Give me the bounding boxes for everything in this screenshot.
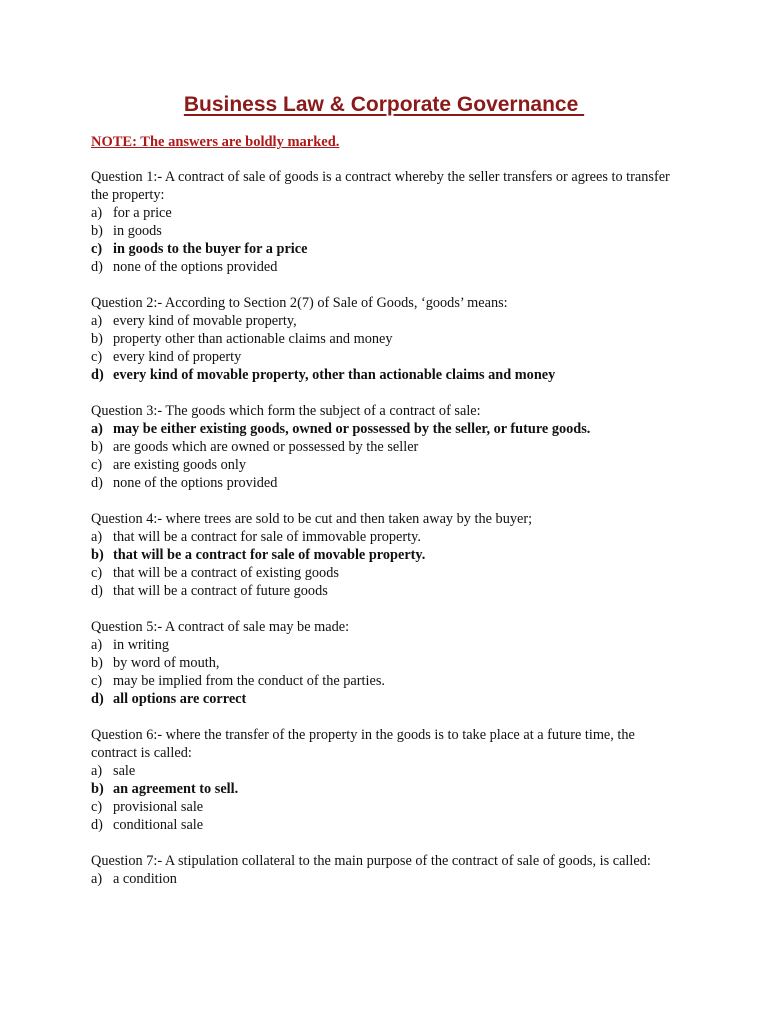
option-text: every kind of property <box>113 349 242 365</box>
option-text: provisional sale <box>113 799 204 815</box>
answer-option-correct <box>91 780 671 798</box>
answer-option <box>91 528 671 546</box>
option-letter: c) <box>91 673 103 689</box>
answer-option-correct <box>91 240 671 258</box>
answer-option <box>91 330 671 348</box>
answer-option <box>91 762 671 780</box>
option-text: may be implied from the conduct of the parties. <box>113 673 385 689</box>
document-title: Business Law & Corporate Governance <box>183 93 585 116</box>
question-block <box>91 852 671 888</box>
option-text: conditional sale <box>113 817 204 833</box>
answer-option <box>91 654 671 672</box>
option-letter: c) <box>91 349 103 365</box>
answer-option <box>91 348 671 366</box>
option-letter: d) <box>91 691 104 707</box>
answer-option <box>91 258 671 276</box>
option-letter: c) <box>91 241 103 257</box>
answer-option <box>91 636 671 654</box>
option-letter: c) <box>91 565 103 581</box>
option-text: in goods to the buyer for a price <box>113 241 308 257</box>
option-text: for a price <box>113 205 172 221</box>
option-text: every kind of movable property, other than actionable claims and money <box>113 367 556 383</box>
option-letter: b) <box>91 547 104 563</box>
option-letter: b) <box>91 223 103 239</box>
question-list <box>91 168 671 906</box>
option-text: by word of mouth, <box>113 655 220 671</box>
option-text: that will be a contract of future goods <box>113 583 328 599</box>
question-block <box>91 726 671 834</box>
option-letter: c) <box>91 457 103 473</box>
option-letter: d) <box>91 259 103 275</box>
question-stem: Question 5:- A contract of sale may be made: <box>91 619 350 635</box>
answer-option <box>91 204 671 222</box>
question-block <box>91 294 671 384</box>
option-letter: a) <box>91 637 103 653</box>
answer-option <box>91 312 671 330</box>
option-letter: a) <box>91 421 103 437</box>
option-text: may be either existing goods, owned or possessed by the seller, or future goods. <box>113 421 591 437</box>
answer-option-correct <box>91 366 671 384</box>
option-letter: a) <box>91 313 103 329</box>
question-stem: Question 2:- According to Section 2(7) of Sale of Goods, ‘goods’ means: <box>91 295 508 311</box>
option-text: in writing <box>113 637 169 653</box>
question-stem: Question 4:- where trees are sold to be cut and then taken away by the buyer; <box>91 511 533 527</box>
option-letter: b) <box>91 439 103 455</box>
question-block <box>91 402 671 492</box>
option-text: are existing goods only <box>113 457 247 473</box>
option-text: that will be a contract for sale of immovable property. <box>113 529 421 545</box>
answer-option <box>91 582 671 600</box>
option-text: are goods which are owned or possessed by the seller <box>113 439 419 455</box>
option-text: none of the options provided <box>113 259 278 275</box>
answer-option <box>91 456 671 474</box>
question-block <box>91 168 671 276</box>
question-block <box>91 618 671 708</box>
question-stem: Question 6:- where the transfer of the property in the goods is to take place at a future time, the contract is called: <box>91 727 635 761</box>
answer-option <box>91 222 671 240</box>
option-letter: a) <box>91 205 103 221</box>
option-letter: d) <box>91 367 104 383</box>
answer-option <box>91 816 671 834</box>
option-text: every kind of movable property, <box>113 313 297 329</box>
option-letter: a) <box>91 763 103 779</box>
option-letter: b) <box>91 331 103 347</box>
answer-option <box>91 672 671 690</box>
option-letter: a) <box>91 529 103 545</box>
answer-option <box>91 870 671 888</box>
question-stem: Question 1:- A contract of sale of goods is a contract whereby the seller transfers or agrees to transfer the property: <box>91 169 670 203</box>
option-text: sale <box>113 763 136 779</box>
answer-option <box>91 564 671 582</box>
answer-option-correct <box>91 420 671 438</box>
question-block <box>91 510 671 600</box>
option-letter: a) <box>91 871 103 887</box>
option-text: that will be a contract of existing goods <box>113 565 339 581</box>
option-text: all options are correct <box>113 691 247 707</box>
option-text: property other than actionable claims and money <box>113 331 393 347</box>
answer-option <box>91 438 671 456</box>
option-letter: b) <box>91 655 103 671</box>
option-letter: b) <box>91 781 104 797</box>
option-text: a condition <box>113 871 177 887</box>
option-text: that will be a contract for sale of movable property. <box>113 547 426 563</box>
option-letter: c) <box>91 799 103 815</box>
question-stem: Question 3:- The goods which form the subject of a contract of sale: <box>91 403 481 419</box>
option-text: none of the options provided <box>113 475 278 491</box>
answer-option-correct <box>91 690 671 708</box>
answer-option <box>91 474 671 492</box>
option-text: in goods <box>113 223 162 239</box>
option-letter: d) <box>91 817 103 833</box>
answer-note: NOTE: The answers are boldly marked. <box>91 134 340 150</box>
option-letter: d) <box>91 583 103 599</box>
answer-option <box>91 798 671 816</box>
question-stem: Question 7:- A stipulation collateral to the main purpose of the contract of sale of goods, is called: <box>91 853 651 869</box>
option-letter: d) <box>91 475 103 491</box>
option-text: an agreement to sell. <box>113 781 239 797</box>
answer-option-correct <box>91 546 671 564</box>
